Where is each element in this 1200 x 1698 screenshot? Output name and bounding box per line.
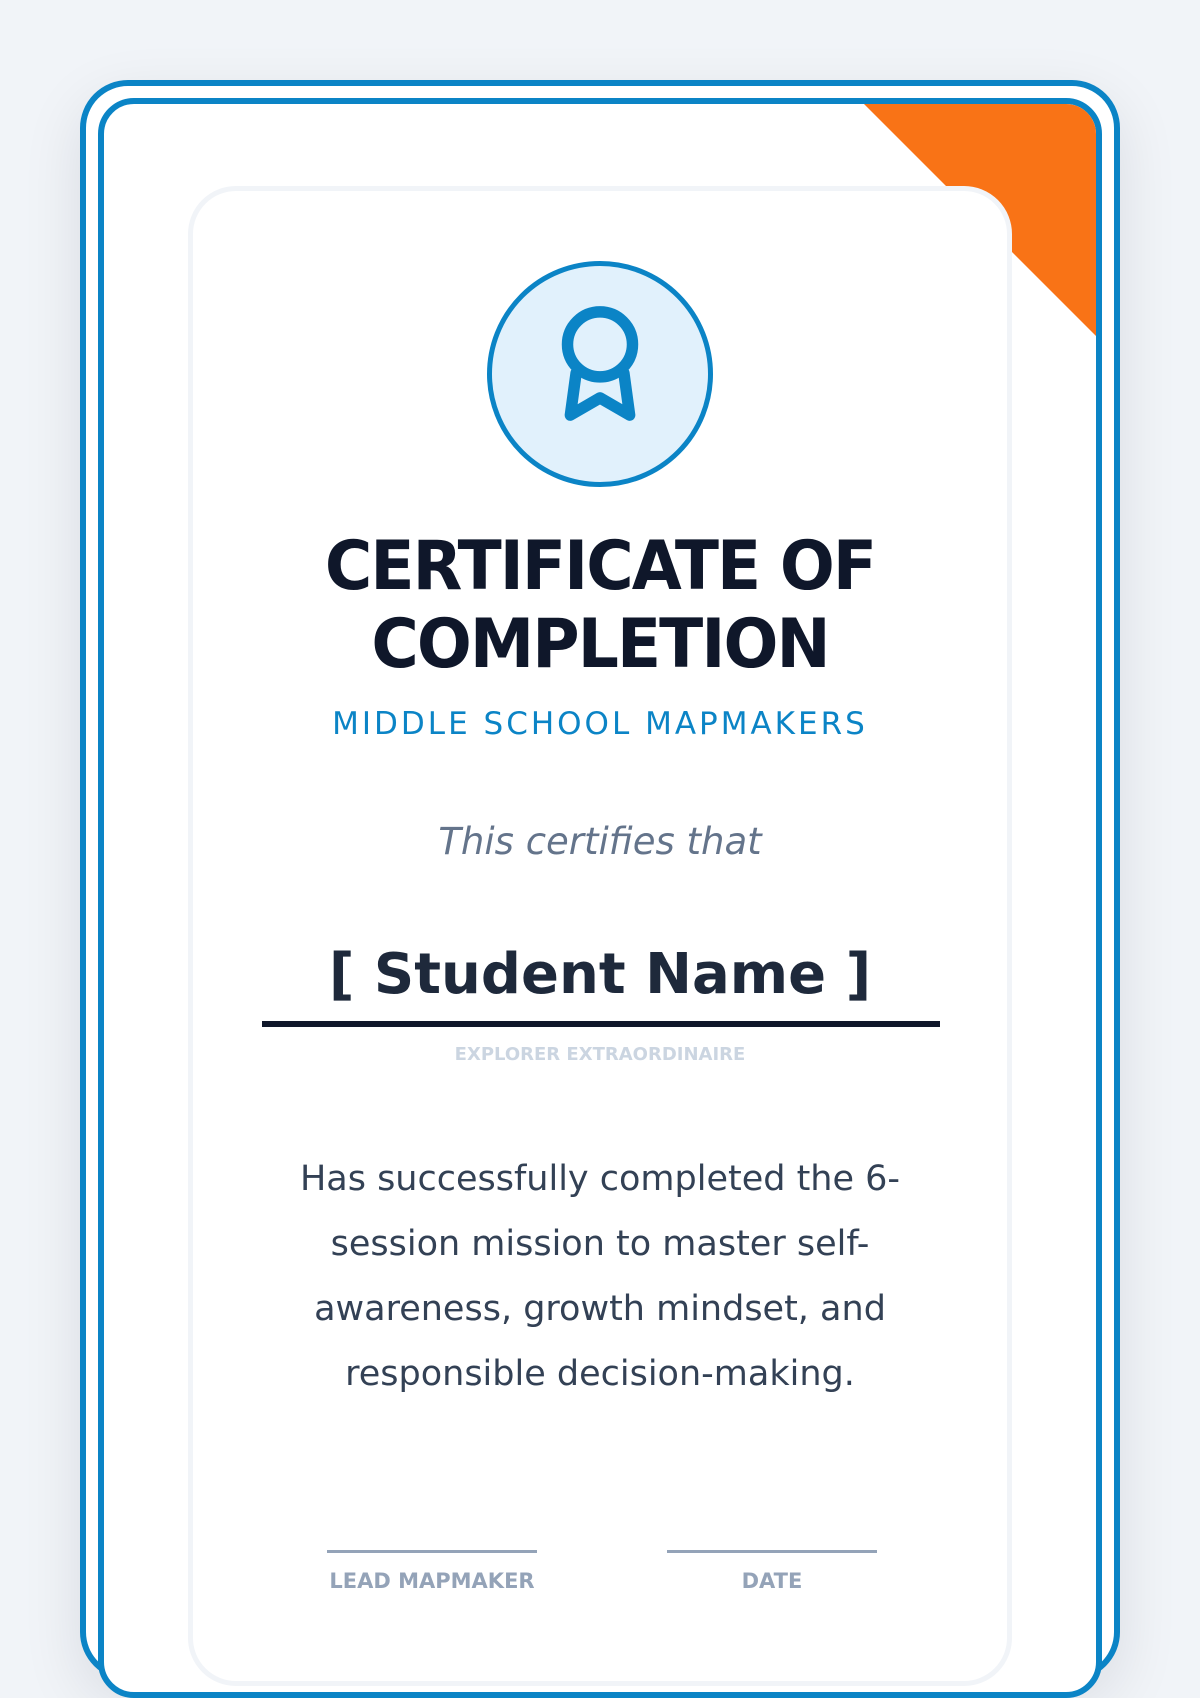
lead-mapmaker-signature-line [327, 1550, 537, 1553]
date-signature [667, 1550, 877, 1595]
lead-mapmaker-label: LEAD MAPMAKER [329, 1569, 535, 1593]
completion-description: Has successfully completed the 6-session mission to master self-awareness, growth mindset, and responsible decision-making. [299, 1159, 901, 1394]
date-label: DATE [741, 1569, 803, 1593]
lead-mapmaker-signature [327, 1550, 537, 1595]
certificate-title-line-1: CERTIFICATE OF [324, 527, 876, 606]
certifies-text: This certifies that [438, 820, 762, 863]
certificate-title [209, 528, 992, 684]
award-ribbon-icon [492, 266, 708, 482]
certificate-title-line-2: COMPLETION [371, 605, 829, 684]
student-name-placeholder: [ Student Name ] [328, 942, 872, 1007]
medal-badge [487, 261, 713, 487]
student-name-line [262, 1021, 940, 1027]
student-title-caption: EXPLORER EXTRAORDINAIRE [454, 1044, 746, 1065]
program-subtitle: MIDDLE SCHOOL MAPMAKERS [332, 706, 868, 742]
date-signature-line [667, 1550, 877, 1553]
